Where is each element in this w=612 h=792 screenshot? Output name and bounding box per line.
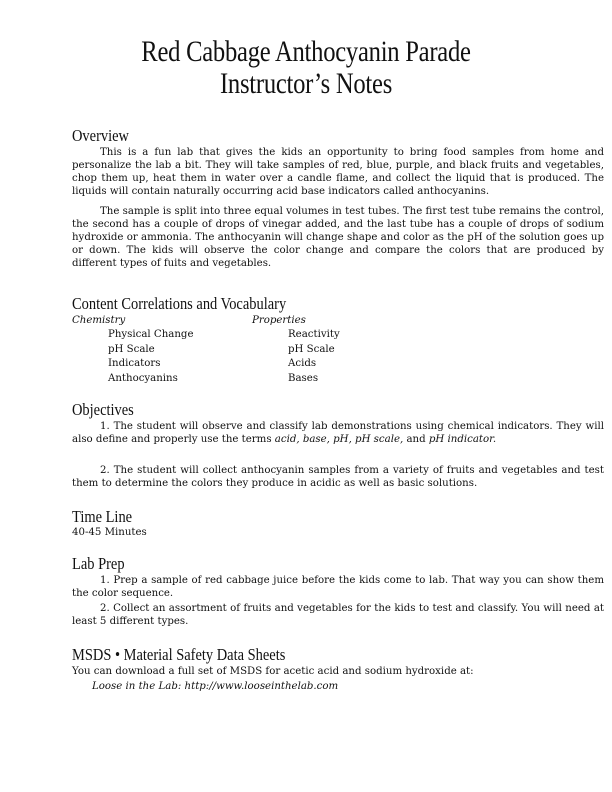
timeline-heading: Time Line — [72, 507, 133, 526]
msds-text: You can download a full set of MSDS for acetic acid and sodium hydroxide at: — [72, 666, 474, 677]
list-item: pH Scale — [288, 343, 335, 355]
objective-1 — [72, 420, 604, 446]
objective-1-text: 1. The student will observe and classify lab demonstrations using chemical indicators. They will also define and properly use the terms — [72, 421, 604, 446]
timeline-value: 40-45 Minutes — [72, 527, 147, 538]
list-item: Physical Change — [108, 329, 194, 340]
labprep-step-2-text: 2. Collect an assortment of fruits and vegetables for the kids to test and classify. You will need at least 5 different types. — [72, 603, 604, 628]
list-item: Anthocyanins — [108, 372, 178, 384]
content-heading: Content Correlations and Vocabulary — [72, 294, 287, 313]
overview-paragraph-2 — [72, 205, 604, 270]
labprep-step-1 — [72, 574, 604, 600]
chemistry-list — [108, 328, 193, 386]
list-item: Reactivity — [288, 329, 340, 340]
properties-label: Properties — [252, 315, 306, 326]
list-item: Bases — [288, 372, 319, 384]
msds-heading: MSDS • Material Safety Data Sheets — [72, 645, 286, 664]
overview-paragraph-1-text: This is a fun lab that gives the kids an opportunity to bring food samples from home and personalize the lab a bit. They will take samples of red, blue, purple, and black fruits and vegetables, chop them up, heat them in water over a candle flame, and collect the liquid that is produced. The liquids will contain naturally occurring acid base indicators called anthocyanins. — [72, 147, 604, 198]
objective-1-terms: acid, base, pH, pH scale, — [274, 434, 404, 446]
msds-link[interactable]: Loose in the Lab: http://www.looseinthelab.com — [92, 681, 339, 692]
labprep-step-2 — [72, 602, 604, 628]
list-item: Acids — [288, 358, 317, 369]
overview-paragraph-1 — [72, 146, 604, 198]
objectives-heading: Objectives — [72, 400, 134, 419]
properties-list — [288, 328, 340, 386]
list-item: Indicators — [108, 358, 161, 369]
page-title: Red Cabbage Anthocyanin Parade — [141, 35, 471, 68]
labprep-heading: Lab Prep — [72, 554, 125, 573]
objective-1-last-term: pH indicator. — [428, 434, 497, 446]
objective-1-and: and — [403, 434, 429, 446]
page-subtitle: Instructor’s Notes — [219, 67, 393, 100]
labprep-step-1-text: 1. Prep a sample of red cabbage juice before the kids come to lab. That way you can show them the color sequence. — [72, 575, 604, 600]
objective-2 — [72, 464, 604, 490]
objective-2-text: 2. The student will collect anthocyanin samples from a variety of fruits and vegetables and test them to determine the colors they produce in acidic as well as basic solutions. — [72, 465, 604, 490]
list-item: pH Scale — [108, 343, 155, 355]
overview-paragraph-2-text: The sample is split into three equal volumes in test tubes. The first test tube remains the control, the second has a couple of drops of vinegar added, and the last tube has a couple of drops of sodium hydroxide or ammonia. The anthocyanin will change shape and color as the pH of the solution goes up or down. The kids will observe the color change and compare the colors that are produced by different types of fuits and vegetables. — [72, 206, 604, 270]
overview-heading: Overview — [72, 126, 129, 145]
chemistry-label: Chemistry — [72, 315, 126, 326]
